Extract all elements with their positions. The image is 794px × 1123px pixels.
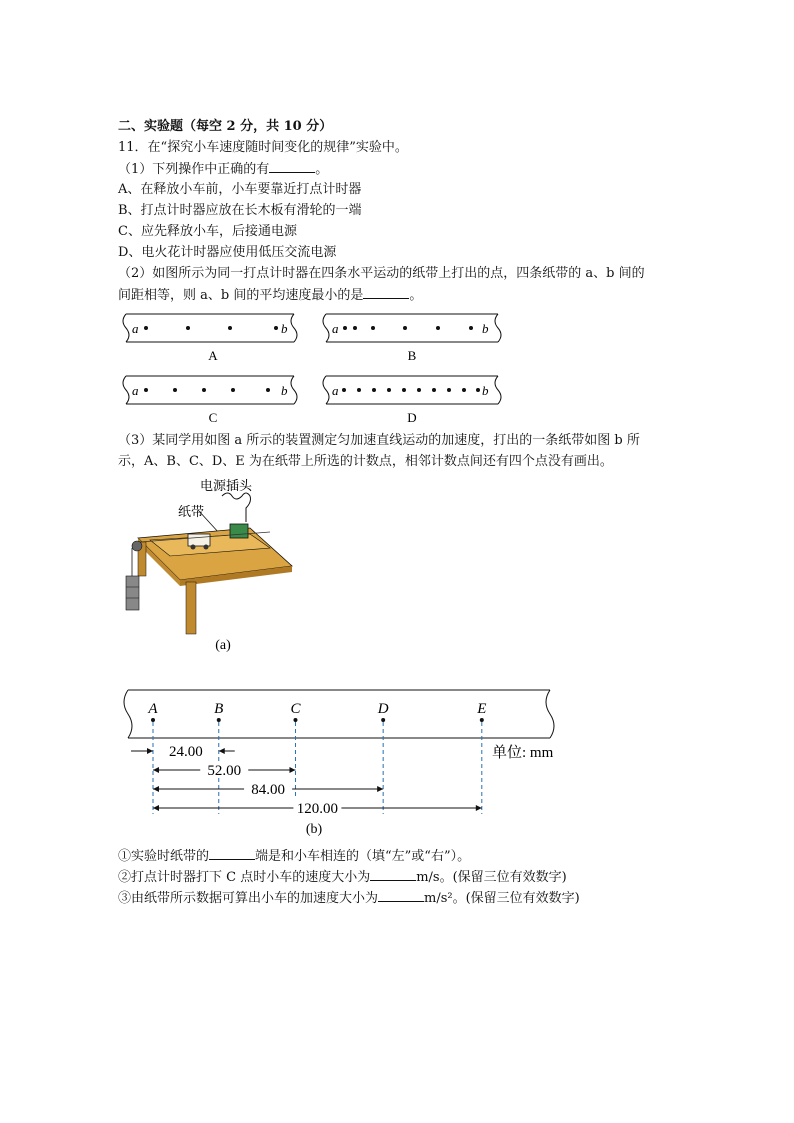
part2-line1: （2）如图所示为同一打点计时器在四条水平运动的纸带上打出的点，四条纸带的 a、b 间的 xyxy=(118,266,645,281)
option-b: B、打点计时器应放在长木板有滑轮的一端 xyxy=(118,203,362,218)
part3-line1: （3）某同学用如图 a 所示的装置测定匀加速直线运动的加速度，打出的一条纸带如图 b 所 xyxy=(118,433,640,448)
table-leg xyxy=(186,582,196,634)
tape-d-caption: D xyxy=(407,410,417,425)
paper-tape-label: 纸带 xyxy=(178,504,205,519)
point-label-A: A xyxy=(148,701,158,717)
tape-c-caption: C xyxy=(208,410,218,425)
power-plug-label: 电源插头 xyxy=(200,478,253,493)
tape-a-label-b: b xyxy=(281,321,288,336)
option-d: D、电火花计时器应使用低压交流电源 xyxy=(118,245,337,260)
tape-c-label-b: b xyxy=(281,383,288,398)
distance-label-2: 84.00 xyxy=(251,782,285,798)
figure-b-caption: (b) xyxy=(305,822,323,837)
part3-line2: 示，A、B、C、D、E 为在纸带上所选的计数点，相邻计数点间还有四个点没有画出。 xyxy=(118,454,613,469)
figure-a-apparatus xyxy=(120,476,300,656)
tape-d-label-a: a xyxy=(332,383,339,398)
weights xyxy=(126,576,139,610)
tape-a-caption: A xyxy=(208,348,218,363)
answer-blank-5[interactable] xyxy=(378,889,424,902)
part1-prompt: （1）下列操作中正确的有 。 xyxy=(118,162,329,177)
point-dot-A xyxy=(151,718,155,722)
tape-c xyxy=(123,376,297,425)
distance-markers xyxy=(131,742,482,817)
tape-b-caption: B xyxy=(407,348,417,363)
section-title: 二、实验题（每空 2 分，共 10 分） xyxy=(118,119,333,134)
tape-b-label-a: a xyxy=(332,321,339,336)
dim-arrow-right-0 xyxy=(219,748,225,754)
option-a: A、在释放小车前，小车要靠近打点计时器 xyxy=(118,182,362,197)
pulley xyxy=(132,541,142,551)
dim-arrow-right-3 xyxy=(476,805,482,811)
sub-question-1: ①实验时纸带的 端是和小车相连的（填“左”或“右”）。 xyxy=(118,849,471,864)
part2-line2: 间距相等，则 a、b 间的平均速度最小的是 。 xyxy=(118,288,423,303)
point-label-B: B xyxy=(214,701,224,717)
dim-arrow-right-2 xyxy=(377,786,383,792)
answer-blank-4[interactable] xyxy=(370,868,416,881)
tape-d-label-b: b xyxy=(482,383,489,398)
tapes-figure xyxy=(118,308,508,428)
answer-blank-1[interactable] xyxy=(269,160,315,173)
point-label-E: E xyxy=(477,701,487,717)
tape-b xyxy=(323,314,501,363)
dim-arrow-left-2 xyxy=(153,786,159,792)
sub-question-3: ③由纸带所示数据可算出小车的加速度大小为 m/s²。(保留三位有效数字) xyxy=(118,891,580,906)
timer xyxy=(230,524,248,538)
point-label-D: D xyxy=(377,701,389,717)
distance-label-0: 24.00 xyxy=(169,744,203,760)
dim-arrow-right-1 xyxy=(289,767,295,773)
cart xyxy=(188,534,210,546)
answer-blank-2[interactable] xyxy=(363,286,409,299)
unit-label: 单位: mm xyxy=(492,745,554,761)
option-c: C、应先释放小车，后接通电源 xyxy=(118,224,297,239)
dim-arrow-left-1 xyxy=(153,767,159,773)
question-stem: 11．在“探究小车速度随时间变化的规律”实验中。 xyxy=(118,140,408,155)
tape-d xyxy=(323,376,501,425)
tape-c-label-a: a xyxy=(132,383,139,398)
figure-b-tape xyxy=(118,686,578,838)
figure-a-caption: (a) xyxy=(215,638,231,653)
point-dot-E xyxy=(480,718,484,722)
dim-arrow-left-3 xyxy=(153,805,159,811)
tape-b-label-b: b xyxy=(482,321,489,336)
distance-label-3: 120.00 xyxy=(296,801,339,817)
point-dot-B xyxy=(217,718,221,722)
point-dot-C xyxy=(293,718,297,722)
tape-a-label-a: a xyxy=(132,321,139,336)
tape-a xyxy=(123,314,297,363)
sub-question-2: ②打点计时器打下 C 点时小车的速度大小为 m/s。(保留三位有效数字) xyxy=(118,870,567,885)
point-label-C: C xyxy=(290,701,301,717)
answer-blank-3[interactable] xyxy=(209,847,255,860)
distance-label-1: 52.00 xyxy=(207,763,242,779)
point-dot-D xyxy=(381,718,385,722)
dim-arrow-left-0 xyxy=(147,748,153,754)
